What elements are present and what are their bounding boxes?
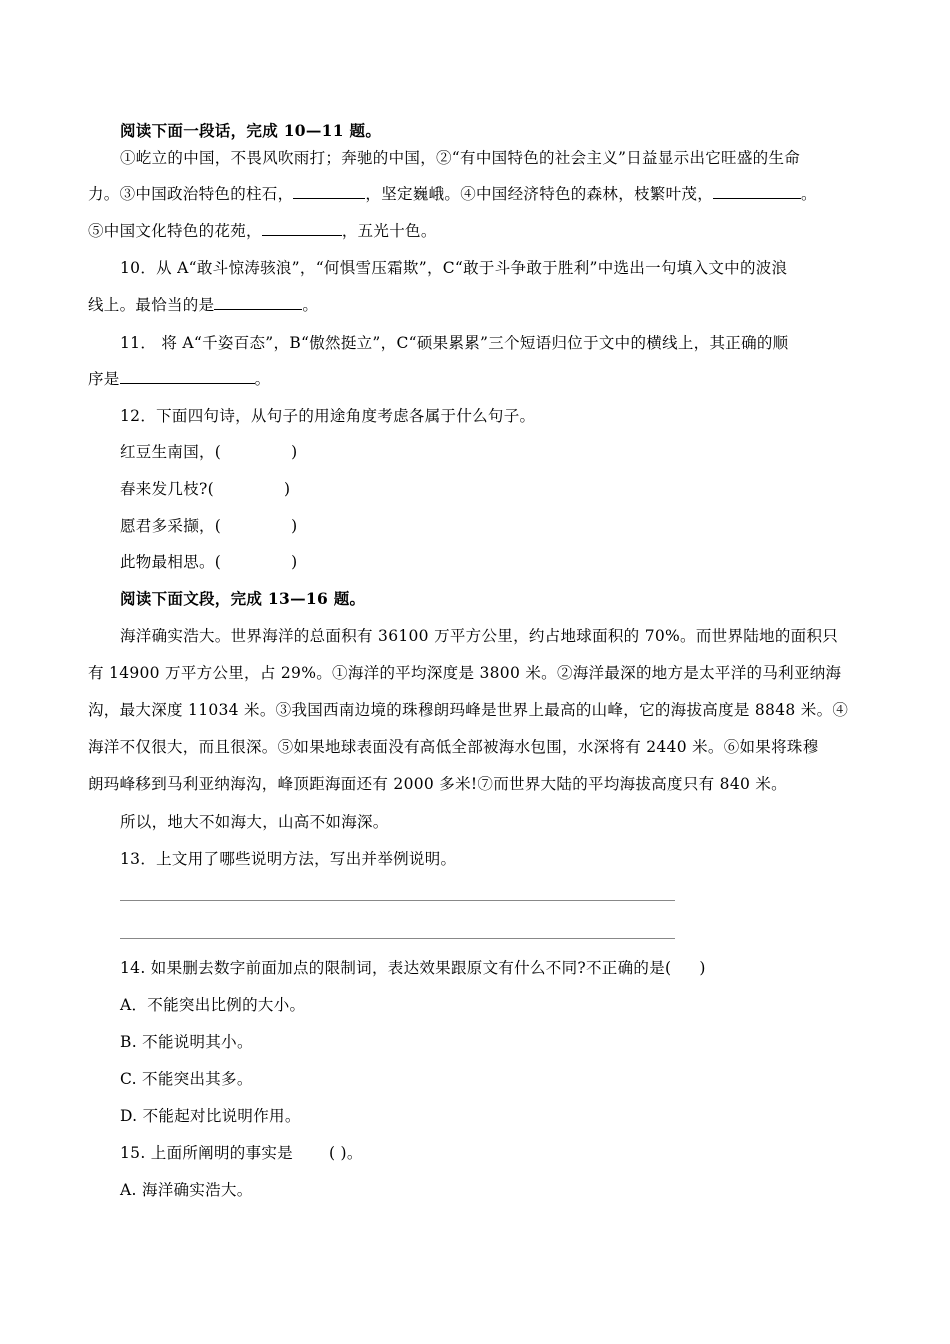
answer-line[interactable] bbox=[120, 900, 675, 901]
fill-blank[interactable] bbox=[713, 184, 801, 199]
q11-text: 序是 bbox=[88, 370, 120, 388]
fill-blank[interactable] bbox=[262, 221, 342, 236]
q13-title: 13．上文用了哪些说明方法，写出并举例说明。 bbox=[120, 850, 457, 868]
fill-blank[interactable] bbox=[293, 184, 365, 199]
q14-option-d: D. 不能起对比说明作用。 bbox=[120, 1107, 301, 1125]
q12-poem-line bbox=[120, 516, 862, 536]
q15-option-a: A. 海洋确实浩大。 bbox=[120, 1181, 253, 1199]
passage1-text: ，五光十色。 bbox=[341, 222, 437, 240]
section2-heading: 阅读下面文段，完成 13—16 题。 bbox=[120, 589, 366, 608]
q12-poem-line bbox=[120, 479, 862, 499]
fill-blank[interactable] bbox=[214, 295, 302, 310]
close-paren: ) bbox=[283, 480, 291, 498]
section1-heading: 阅读下面一段话，完成 10—11 题。 bbox=[120, 121, 382, 140]
passage2-line: 海洋确实浩大。世界海洋的总面积有 36100 万平方公里，约占地球面积的 70%。而世界陆地的面积只 bbox=[120, 627, 839, 645]
q14-option-a: A．不能突出比例的大小。 bbox=[120, 996, 306, 1014]
answer-line[interactable] bbox=[120, 938, 675, 939]
fill-blank[interactable] bbox=[120, 369, 255, 384]
passage2-line: 沟，最大深度 11034 米。③我国西南边境的珠穆朗玛峰是世界上最高的山峰，它的海拔高度是 8848 米。④ bbox=[88, 701, 849, 719]
q10-text: 线上。最恰当的是 bbox=[88, 296, 215, 314]
q14-option-c: C. 不能突出其多。 bbox=[120, 1070, 253, 1088]
q10-line2 bbox=[88, 295, 862, 315]
passage2-line: 朗玛峰移到马利亚纳海沟，峰顶距海面还有 2000 多米!⑦而世界大陆的平均海拔高度只有 840 米。 bbox=[88, 775, 787, 793]
poem-text: 春来发几枝?( bbox=[120, 480, 214, 498]
passage2-line: 有 14900 万平方公里，占 29%。①海洋的平均深度是 3800 米。②海洋最深的地方是太平洋的马利亚纳海 bbox=[88, 664, 842, 682]
passage1-text: 力。③中国政治特色的柱石， bbox=[88, 185, 294, 203]
close-paren: ) bbox=[291, 553, 298, 571]
close-paren: ) bbox=[699, 959, 706, 977]
q11-line2 bbox=[88, 369, 862, 389]
q14-option-b: B. 不能说明其小。 bbox=[120, 1033, 253, 1051]
passage1-text: ⑤中国文化特色的花苑， bbox=[88, 222, 262, 240]
passage2-line: 海洋不仅很大，而且很深。⑤如果地球表面没有高低全部被海水包围，水深将有 2440 米。⑥如果将珠穆 bbox=[88, 738, 819, 756]
passage2-conclusion: 所以，地大不如海大，山高不如海深。 bbox=[120, 813, 389, 831]
close-paren: ) bbox=[291, 517, 298, 535]
q14-text: 14. 如果删去数字前面加点的限制词，表达效果跟原文有什么不同?不正确的是( bbox=[120, 959, 672, 977]
passage1-line1: ①屹立的中国，不畏风吹雨打；奔驰的中国，②“有中国特色的社会主义”日益显示出它旺盛的生命 bbox=[120, 149, 801, 167]
close-paren: ) bbox=[291, 443, 298, 461]
poem-text: 此物最相思。( bbox=[120, 553, 222, 571]
q15-title bbox=[120, 1143, 862, 1163]
q15-text: 15. 上面所阐明的事实是 bbox=[120, 1144, 293, 1162]
q15-paren: ( )。 bbox=[328, 1144, 363, 1162]
q12-poem-line bbox=[120, 442, 862, 462]
q10-line1: 10．从 A“敢斗惊涛骇浪”，“何惧雪压霜欺”，C“敢于斗争敢于胜利”中选出一句填入文中的波浪 bbox=[120, 259, 788, 277]
passage1-text: ，坚定巍峨。④中国经济特色的森林，枝繁叶茂， bbox=[365, 185, 714, 203]
poem-text: 愿君多采撷，( bbox=[120, 517, 222, 535]
q12-title: 12．下面四句诗，从句子的用途角度考虑各属于什么句子。 bbox=[120, 407, 536, 425]
q12-poem-line bbox=[120, 552, 862, 572]
poem-text: 红豆生南国，( bbox=[120, 443, 222, 461]
q10-text: 。 bbox=[302, 296, 319, 314]
passage1-text: 。 bbox=[801, 185, 817, 203]
passage1-line3 bbox=[88, 221, 862, 241]
q14-title bbox=[120, 958, 862, 978]
q11-line1: 11． 将 A“千姿百态”，B“傲然挺立”，C“硕果累累”三个短语归位于文中的横线上，其正确的顺 bbox=[120, 334, 789, 352]
passage1-line2 bbox=[88, 184, 862, 204]
q11-text: 。 bbox=[254, 370, 271, 388]
